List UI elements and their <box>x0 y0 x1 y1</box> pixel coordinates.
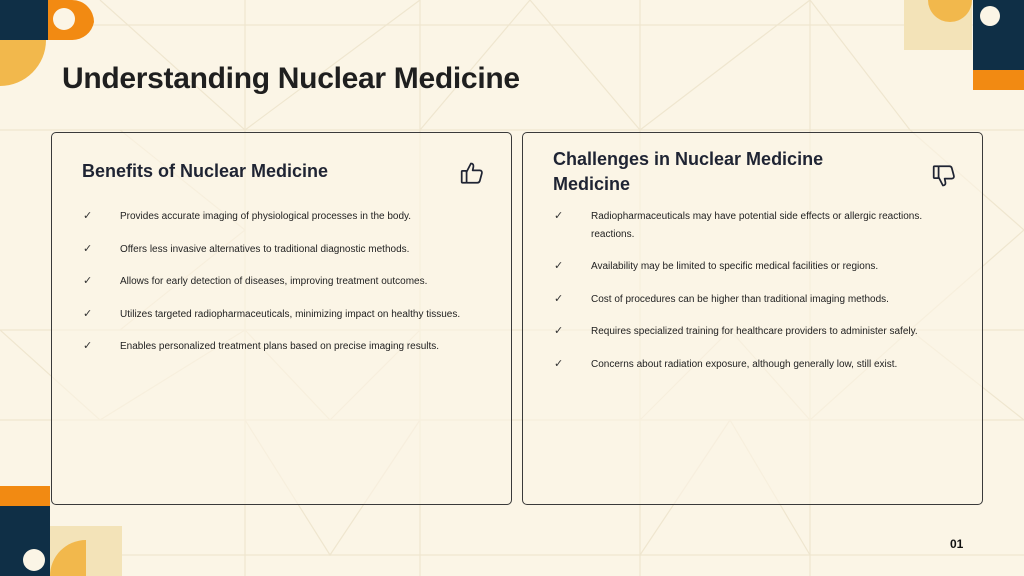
check-icon: ✓ <box>83 275 93 287</box>
benefits-list <box>52 208 511 371</box>
check-icon: ✓ <box>83 340 93 352</box>
check-icon: ✓ <box>554 260 564 272</box>
list-item <box>523 258 982 276</box>
check-icon: ✓ <box>554 210 564 222</box>
list-item-text: Utilizes targeted radiopharmaceuticals, minimizing impact on healthy tissues. <box>120 308 461 320</box>
list-item <box>52 273 511 291</box>
list-item-text: Concerns about radiation exposure, although generally low, still exist. <box>591 358 898 370</box>
check-icon: ✓ <box>83 210 93 222</box>
check-icon: ✓ <box>554 292 564 305</box>
challenges-list <box>523 208 982 388</box>
check-icon: ✓ <box>554 325 564 337</box>
list-item-text: Enables personalized treatment plans based on precise imaging results. <box>120 341 440 352</box>
benefits-heading: Benefits of Nuclear Medicine <box>82 161 329 181</box>
list-item <box>52 241 511 259</box>
list-item-text: Cost of procedures can be higher than traditional imaging methods. <box>591 293 889 305</box>
list-item <box>52 306 511 324</box>
list-item-text: Availability may be limited to specific medical facilities or regions. <box>591 261 879 272</box>
thumbs-down-icon <box>931 163 957 189</box>
check-icon: ✓ <box>554 357 564 370</box>
list-item-text: Radiopharmaceuticals may have potential side effects or allergic reactions. reactions. <box>591 211 923 240</box>
list-item <box>523 323 982 341</box>
list-item <box>52 338 511 356</box>
challenges-heading: Challenges in Nuclear Medicine Medicine <box>553 149 824 194</box>
list-item-text: Allows for early detection of diseases, improving treatment outcomes. <box>120 276 428 287</box>
list-item-text: Provides accurate imaging of physiological processes in the body. <box>120 211 412 222</box>
challenges-card <box>522 132 983 505</box>
list-item <box>523 208 982 243</box>
list-item <box>523 356 982 374</box>
check-icon: ✓ <box>83 307 93 320</box>
list-item <box>523 291 982 309</box>
page-number: 01 <box>950 537 964 551</box>
list-item-text: Requires specialized training for healthcare providers to administer safely. <box>591 326 918 337</box>
benefits-card <box>51 132 512 505</box>
list-item <box>52 208 511 226</box>
top-right-decoration <box>904 0 1024 92</box>
list-item-text: Offers less invasive alternatives to traditional diagnostic methods. <box>120 243 410 255</box>
check-icon: ✓ <box>83 242 93 255</box>
page-title: Understanding Nuclear Medicine <box>62 62 520 95</box>
thumbs-up-icon <box>459 160 485 186</box>
